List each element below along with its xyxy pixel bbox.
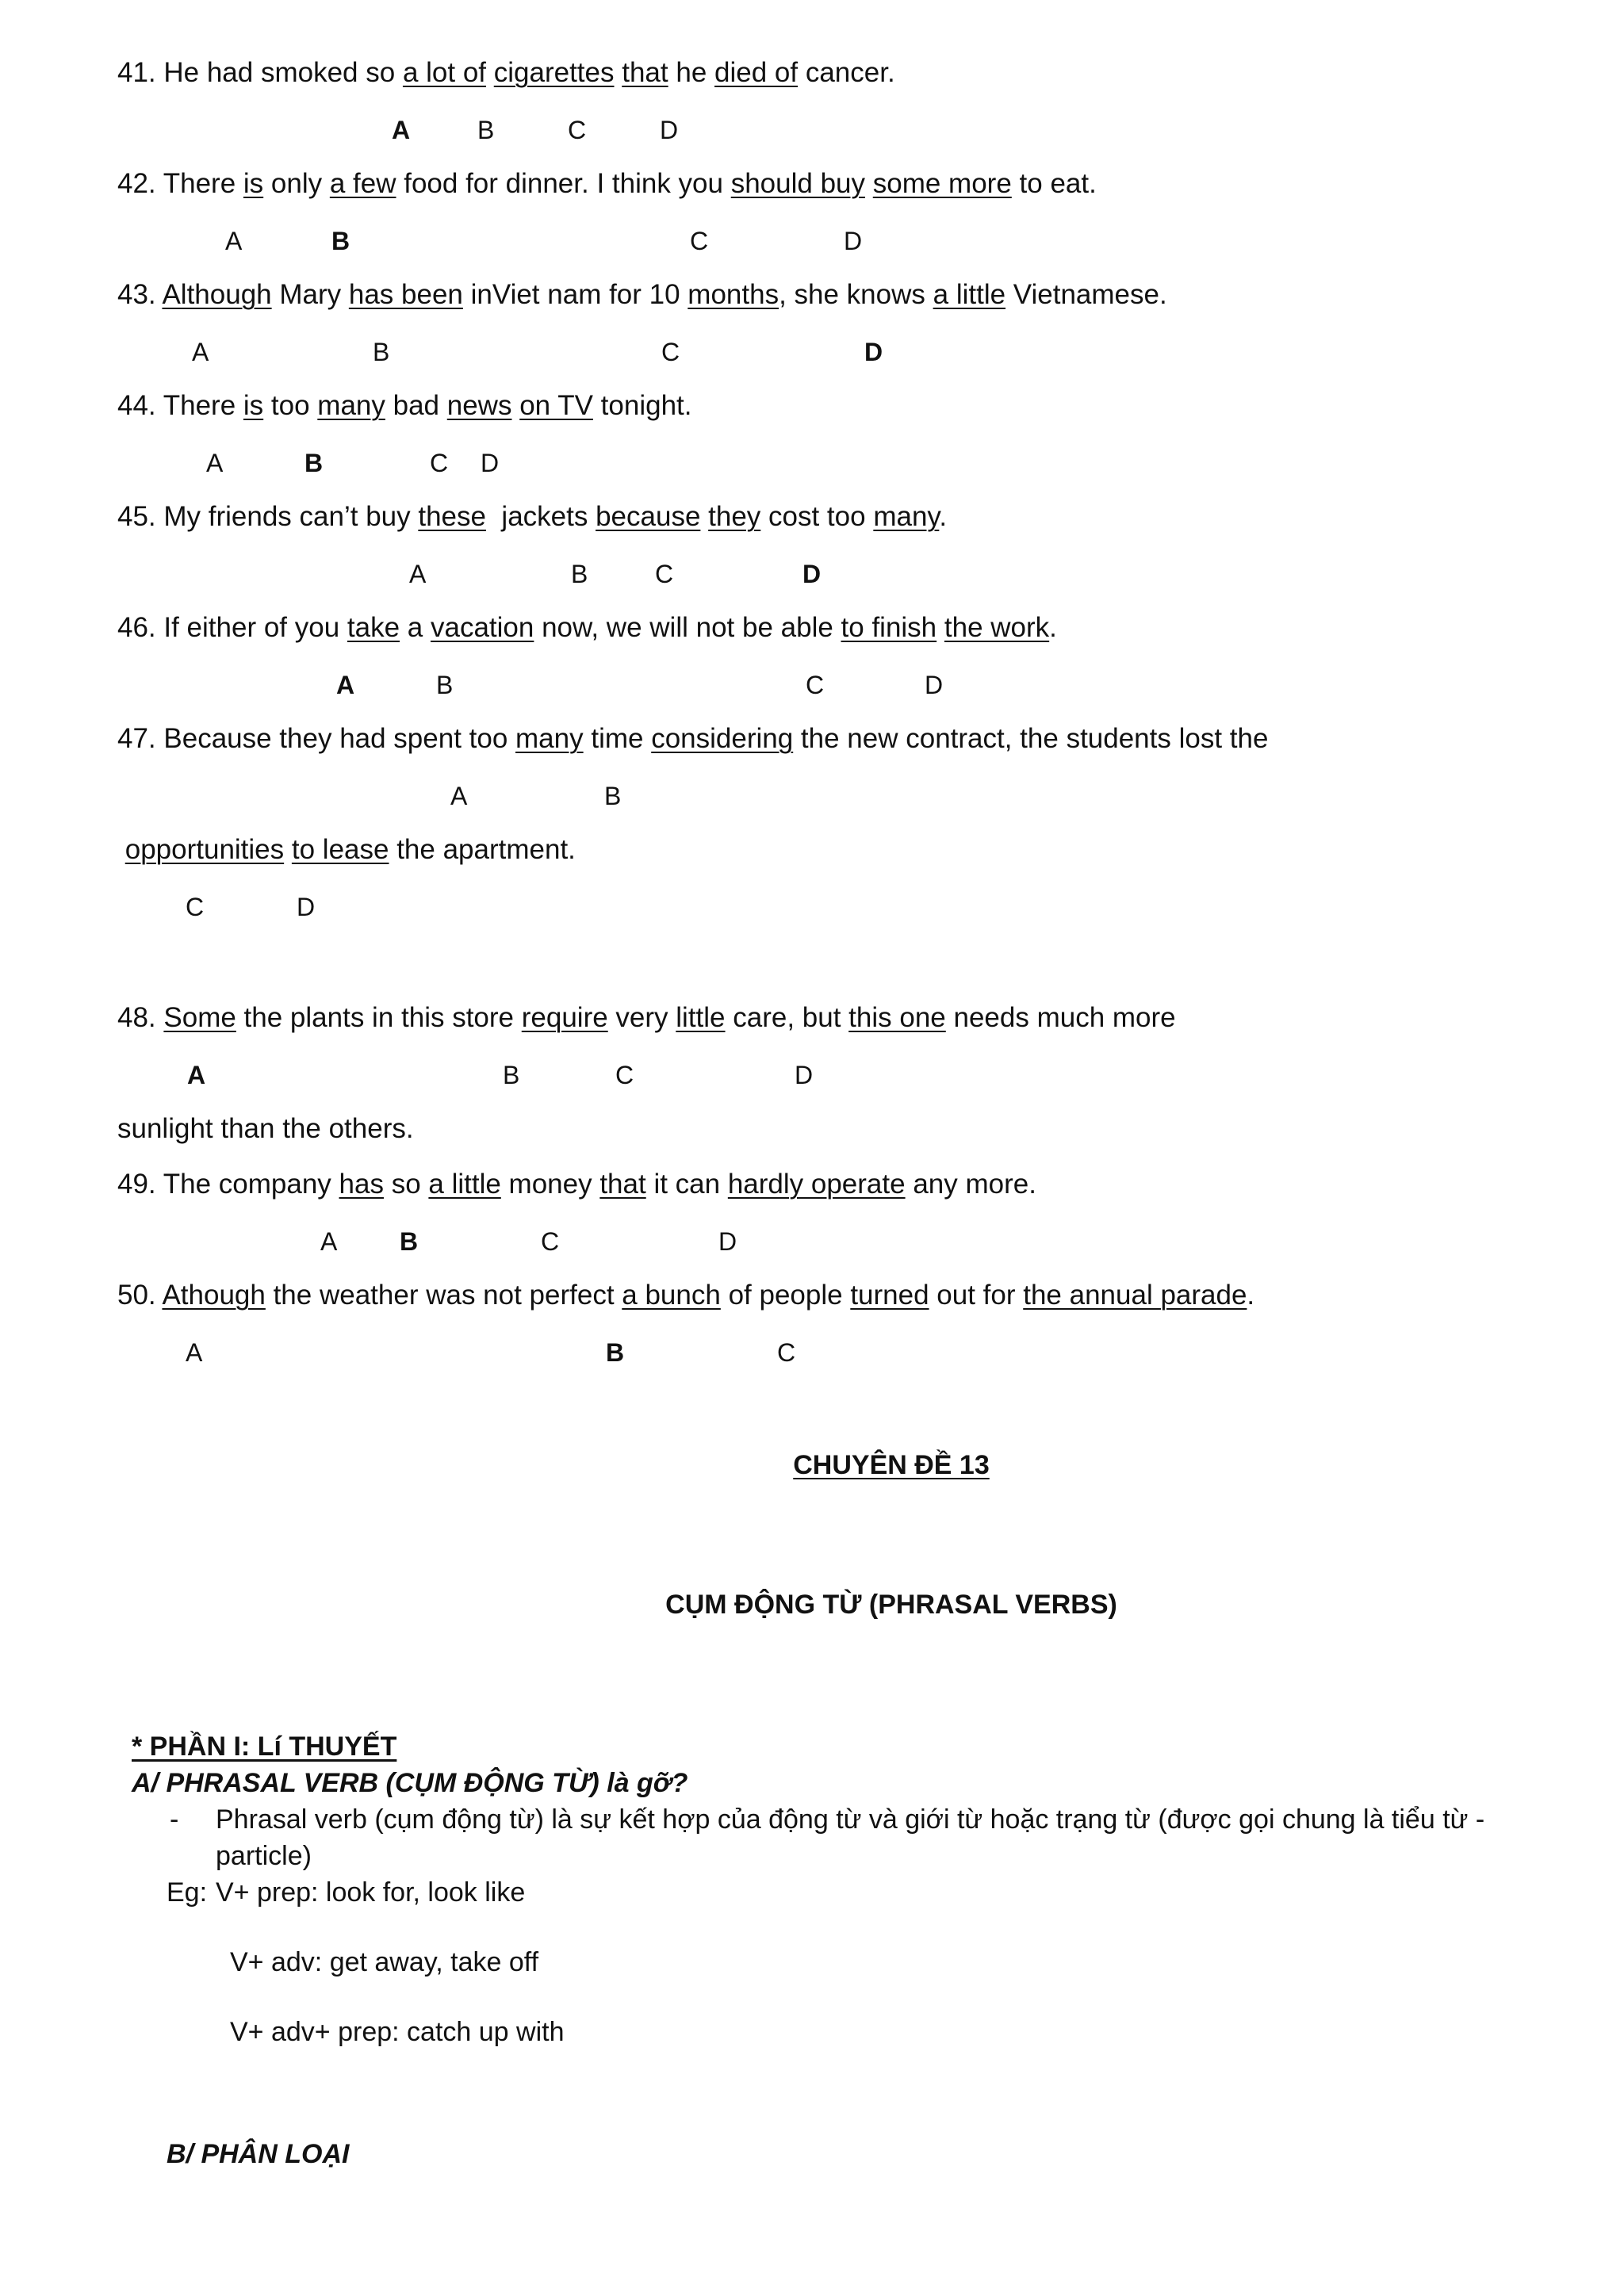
choice-label-45-b: B <box>571 560 588 588</box>
underlined-phrase: a little <box>933 279 1006 310</box>
underlined-phrase: to lease <box>291 834 389 865</box>
choice-label-42-d: D <box>844 227 863 255</box>
underlined-phrase: hardly operate <box>727 1169 906 1200</box>
question-45-text: 45. My friends can’t buy these jackets because they cost too many. <box>117 501 948 532</box>
choice-label-47-c: C <box>186 893 205 921</box>
example-verb-adv: V+ adv: get away, take off <box>230 1947 539 1977</box>
choice-label-48-d: D <box>795 1061 814 1089</box>
underlined-phrase: turned <box>850 1280 929 1311</box>
underlined-phrase: a little <box>428 1169 501 1200</box>
underlined-phrase: considering <box>651 723 794 754</box>
choice-label-44-d: D <box>481 449 500 477</box>
underlined-phrase: these <box>418 501 486 532</box>
question-44-text: 44. There is too many bad news on TV tonight. <box>117 390 692 421</box>
question-48-text: 48. Some the plants in this store require very little care, but this one needs much more <box>117 1002 1176 1033</box>
choice-label-47-d: D <box>297 893 316 921</box>
chapter-title: CHUYÊN ĐỀ 13 <box>793 1450 990 1480</box>
choice-label-48-a: A <box>187 1061 206 1089</box>
underlined-phrase: opportunities <box>124 834 285 865</box>
choice-label-48-c: C <box>615 1061 634 1089</box>
choice-label-49-b: B <box>400 1227 419 1256</box>
choice-label-43-a: A <box>192 338 209 366</box>
choice-label-41-a: A <box>392 116 411 144</box>
choice-label-44-a: A <box>206 449 224 477</box>
choice-label-49-a: A <box>320 1227 338 1256</box>
underlined-phrase: they <box>708 501 761 532</box>
underlined-phrase: little <box>676 1002 726 1033</box>
choice-label-46-c: C <box>806 671 825 699</box>
choice-label-42-c: C <box>690 227 709 255</box>
section-a-heading: A/ PHRASAL VERB (CỤM ĐỘNG TỪ) là gỡ? <box>132 1768 688 1798</box>
question-47-text-continued: opportunities to lease the apartment. <box>124 834 576 865</box>
chapter-subtitle: CỤM ĐỘNG TỪ (PHRASAL VERBS) <box>665 1590 1117 1620</box>
part-i-title: * PHẦN I: Lí THUYẾT <box>132 1732 397 1762</box>
question-49-text: 49. The company has so a little money that it can hardly operate any more. <box>117 1169 1036 1200</box>
underlined-phrase: many <box>873 501 940 532</box>
underlined-phrase: is <box>243 390 264 421</box>
choice-label-46-a: A <box>336 671 355 699</box>
choice-label-41-c: C <box>568 116 587 144</box>
choice-label-44-b: B <box>304 449 324 477</box>
underlined-phrase: has <box>339 1169 384 1200</box>
underlined-phrase: a few <box>329 168 396 199</box>
choice-label-42-b: B <box>331 227 350 255</box>
choice-label-44-c: C <box>430 449 449 477</box>
underlined-phrase: that <box>622 57 668 88</box>
underlined-phrase: some more <box>872 168 1012 199</box>
underlined-phrase: on TV <box>519 390 593 421</box>
question-42-text: 42. There is only a few food for dinner. I think you should buy some more to eat. <box>117 168 1097 199</box>
underlined-phrase: because <box>596 501 701 532</box>
choice-label-42-a: A <box>225 227 243 255</box>
underlined-phrase: should buy <box>730 168 866 199</box>
question-46-text: 46. If either of you take a vacation now, we will not be able to finish the work. <box>117 612 1057 643</box>
choice-label-47-a: A <box>450 782 468 810</box>
underlined-phrase: cigarettes <box>493 57 615 88</box>
underlined-phrase: this one <box>848 1002 946 1033</box>
underlined-phrase: require <box>521 1002 608 1033</box>
underlined-phrase: Although <box>162 279 272 310</box>
phrasal-verb-definition: Phrasal verb (cụm động từ) là sự kết hợp của động từ và giới từ hoặc trạng từ (được gọi chung là tiểu từ - particle) <box>216 1804 1485 1871</box>
underlined-phrase: months <box>688 279 779 310</box>
choice-label-46-b: B <box>436 671 454 699</box>
underlined-phrase: a bunch <box>622 1280 721 1311</box>
underlined-phrase: has been <box>348 279 463 310</box>
underlined-phrase: many <box>317 390 385 421</box>
underlined-phrase: news <box>446 390 512 421</box>
underlined-phrase: to finish <box>841 612 937 643</box>
underlined-phrase: the work <box>944 612 1050 643</box>
section-b-heading: B/ PHÂN LOẠI <box>167 2139 350 2169</box>
underlined-phrase: many <box>515 723 584 754</box>
underlined-phrase: is <box>243 168 264 199</box>
choice-label-45-c: C <box>655 560 674 588</box>
underlined-phrase: a lot of <box>402 57 487 88</box>
choice-label-41-d: D <box>660 116 679 144</box>
choice-label-43-b: B <box>373 338 390 366</box>
choice-label-49-c: C <box>541 1227 560 1256</box>
choice-label-45-a: A <box>409 560 427 588</box>
example-verb-prep: V+ prep: look for, look like <box>216 1877 526 1908</box>
question-43-text: 43. Although Mary has been inViet nam for 10 months, she knows a little Vietnamese. <box>117 279 1167 310</box>
choice-label-41-b: B <box>477 116 495 144</box>
choice-label-47-b: B <box>604 782 622 810</box>
underlined-phrase: died of <box>714 57 799 88</box>
question-47-text: 47. Because they had spent too many time considering the new contract, the students lost the <box>117 723 1269 754</box>
choice-label-48-b: B <box>503 1061 520 1089</box>
choice-label-50-c: C <box>777 1338 796 1367</box>
example-label: Eg: <box>167 1877 208 1908</box>
question-50-text: 50. Athough the weather was not perfect a bunch of people turned out for the annual parade. <box>117 1280 1255 1311</box>
underlined-phrase: the annual parade <box>1023 1280 1247 1311</box>
choice-label-43-c: C <box>661 338 680 366</box>
example-verb-adv-prep: V+ adv+ prep: catch up with <box>230 2017 565 2047</box>
underlined-phrase: Some <box>163 1002 236 1033</box>
choice-label-46-d: D <box>925 671 944 699</box>
choice-label-43-d: D <box>864 338 883 366</box>
choice-label-45-d: D <box>802 560 822 588</box>
choice-label-50-b: B <box>606 1338 625 1367</box>
question-48-continuation: sunlight than the others. <box>117 1113 414 1144</box>
bullet-dash: - <box>170 1804 179 1835</box>
question-41-text: 41. He had smoked so a lot of cigarettes that he died of cancer. <box>117 57 895 88</box>
choice-label-49-d: D <box>718 1227 737 1256</box>
underlined-phrase: take <box>347 612 400 643</box>
underlined-phrase: that <box>599 1169 646 1200</box>
underlined-phrase: vacation <box>430 612 534 643</box>
choice-label-50-a: A <box>186 1338 203 1367</box>
underlined-phrase: Athough <box>162 1280 266 1311</box>
